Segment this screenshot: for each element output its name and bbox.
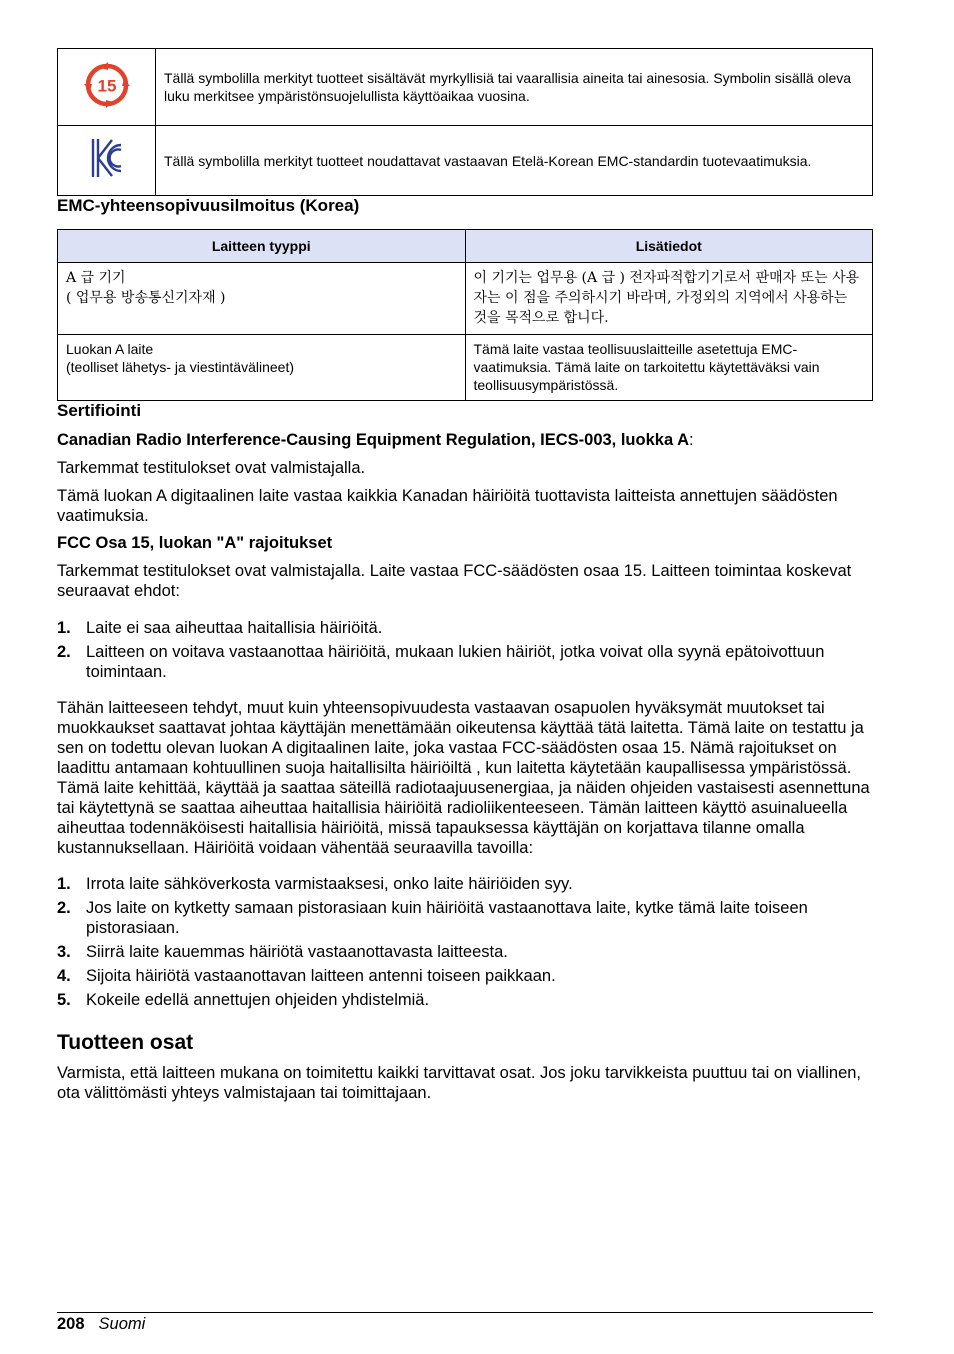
table-row	[58, 263, 873, 335]
emc-table	[57, 229, 873, 401]
document-page	[57, 48, 873, 1103]
canada-regulation-heading	[57, 430, 873, 450]
device-type-line: ( 업무용 방송통신기자재 )	[66, 290, 226, 306]
column-header-details: Lisätiedot	[465, 230, 873, 263]
list-number: 4.	[57, 967, 71, 985]
page-footer	[57, 1312, 873, 1334]
symbol-icon-cell	[58, 126, 156, 196]
list-text: Sijoita häiriötä vastaanottavan laitteen antenni toiseen paikkaan.	[86, 967, 556, 985]
product-parts-heading: Tuotteen osat	[57, 1031, 194, 1054]
paragraph: Tarkemmat testitulokset ovat valmistajalla. Laite vastaa FCC-säädösten osaa 15. Laitteen toimintaa koskevat seuraavat ehdot:	[57, 562, 852, 600]
details-cell: 이 기기는 업무용 (A 급 ) 전자파적합기기로서 판매자 또는 사용자는 이 점을 주의하시기 바라며, 가정외의 지역에서 사용하는 것을 목적으로 합니다.	[465, 263, 873, 335]
symbols-table	[57, 48, 873, 196]
efup-15-icon	[84, 62, 130, 108]
emc-heading: EMC-yhteensopivuusilmoitus (Korea)	[57, 196, 360, 215]
column-header-device-type: Laitteen tyyppi	[58, 230, 466, 263]
list-text: Kokeile edellä annettujen ohjeiden yhdistelmiä.	[86, 991, 430, 1009]
device-type-cell	[58, 335, 466, 401]
symbol-row-kc	[58, 126, 873, 196]
details-cell: Tämä laite vastaa teollisuuslaitteille asetettuja EMC-vaatimuksia. Tämä laite on tarkoitettu käytettäväksi vain teollisuusympäristössä.	[465, 335, 873, 401]
symbol-row-efup	[58, 49, 873, 126]
device-type-cell	[58, 263, 466, 335]
paragraph: Tämä luokan A digitaalinen laite vastaa kaikkia Kanadan häiriöitä tuottavista laitteista annettujen säädösten vaatimuksia.	[57, 487, 838, 525]
list-number: 2.	[57, 643, 71, 661]
device-type-line: Luokan A laite	[66, 341, 154, 357]
paragraph: Tarkemmat testitulokset ovat valmistajalla.	[57, 459, 366, 477]
list-text: Laite ei saa aiheuttaa haitallisia häiriöitä.	[86, 619, 383, 637]
canada-colon: :	[689, 431, 694, 449]
fcc-heading: FCC Osa 15, luokan "A" rajoitukset	[57, 534, 333, 552]
list-number: 5.	[57, 991, 71, 1009]
list-number: 1.	[57, 875, 71, 893]
list-item	[57, 898, 873, 938]
efup-badge-number: 15	[97, 76, 116, 95]
footer-language: Suomi	[98, 1315, 146, 1333]
list-item	[57, 642, 873, 682]
emc-header-row	[58, 230, 873, 263]
table-row	[58, 335, 873, 401]
symbol-description: Tällä symbolilla merkityt tuotteet noudattavat vastaavan Etelä-Korean EMC-standardin tuotevaatimuksia.	[156, 126, 873, 196]
interference-remedies-list	[57, 874, 873, 1010]
list-text: Irrota laite sähköverkosta varmistaaksesi, onko laite häiriöiden syy.	[86, 875, 573, 893]
page-number: 208	[57, 1315, 85, 1333]
list-text: Laitteen on voitava vastaanottaa häiriöitä, mukaan lukien häiriöt, jotka voivat olla syynä epätoivottuun toimintaan.	[86, 643, 825, 681]
device-type-line: A 급 기기	[66, 270, 126, 286]
paragraph: Tähän laitteeseen tehdyt, muut kuin yhteensopivuudesta vastaavan osapuolen hyväksymät muutokset tai muokkaukset saattavat johtaa käyttäjän menettämään oikeutensa käyttää tätä laitetta. Tämä laite on testattu ja sen on todettu olevan luokan A digitaalinen laite, joka vastaa FCC-säädösten osaa 15. Nämä rajoitukset on laadittu antamaan kohtuullinen suoja haitallisilta häiriöiltä , kun laitetta käytetään kaupallisessa ympäristössä. Tämä laite kehittää, käyttää ja saattaa säteillä radiotaajuusenergiaa, ja näiden ohjeiden vastaisesti asennettuna tai käytettynä se saattaa aiheuttaa haitallisia häiriöitä radioliikenteeseen. Tämän laitteen käyttö asuinalueella aiheuttaa todennäköisesti haitallisia häiriöitä, missä tapauksessa käyttäjän on korjattava tilanne omalla kustannuksellaan. Häiriöitä voidaan vähentää seuraavilla tavoilla:	[57, 699, 870, 857]
list-text: Jos laite on kytketty samaan pistorasiaan kuin häiriöitä vastaanottava laite, kytke tämä laite toiseen pistorasiaan.	[86, 899, 808, 937]
list-item	[57, 990, 873, 1010]
symbol-icon-cell	[58, 49, 156, 126]
list-item	[57, 966, 873, 986]
list-number: 2.	[57, 899, 71, 917]
list-item	[57, 942, 873, 962]
list-item	[57, 618, 873, 638]
device-type-line: (teolliset lähetys- ja viestintävälineet)	[66, 359, 294, 375]
list-item	[57, 874, 873, 894]
list-number: 3.	[57, 943, 71, 961]
fcc-conditions-list	[57, 618, 873, 682]
paragraph: Varmista, että laitteen mukana on toimitettu kaikki tarvittavat osat. Jos joku tarvikkeista puuttuu tai on viallinen, ota välittömästi yhteys valmistajaan tai toimittajaan.	[57, 1064, 862, 1102]
kc-mark-icon	[90, 137, 124, 179]
certification-heading: Sertifiointi	[57, 401, 142, 420]
list-text: Siirrä laite kauemmas häiriötä vastaanottavasta laitteesta.	[86, 943, 508, 961]
canada-regulation-title: Canadian Radio Interference-Causing Equipment Regulation, IECS-003, luokka A	[57, 431, 690, 449]
symbol-description: Tällä symbolilla merkityt tuotteet sisältävät myrkyllisiä tai vaarallisia aineita tai ainesosia. Symbolin sisällä oleva luku merkitsee ympäristönsuojelullista käyttöaikaa vuosina.	[156, 49, 873, 126]
list-number: 1.	[57, 619, 71, 637]
